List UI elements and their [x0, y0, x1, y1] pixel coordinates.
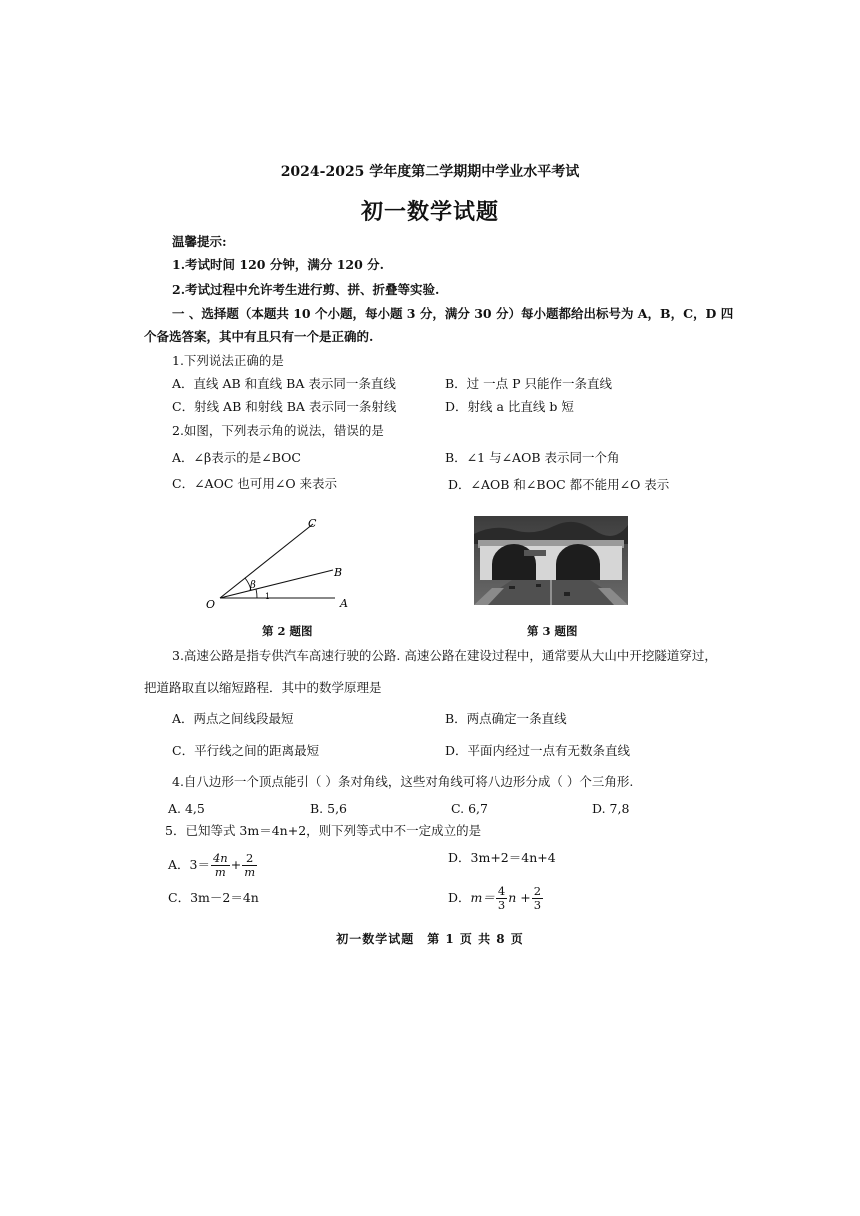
q5-option-a: A．3＝ $\frac{4n}{m}$ + $\frac{2}{m}$ [168, 851, 256, 879]
q5-option-d-label: D． [448, 890, 471, 905]
q4-option-c: C. 6,7 [451, 801, 488, 816]
angle-diagram [195, 510, 370, 620]
q2-option-d: D．∠AOB 和∠BOC 都不能用∠O 表示 [448, 477, 670, 492]
label-a: A [340, 597, 348, 610]
q5-option-a-lhs: 3＝ [189, 857, 210, 872]
q4-option-b: B. 5,6 [310, 801, 348, 816]
q3-stem-line1: 3.高速公路是指专供汽车高速行驶的公路. 高速公路在建设过程中，通常要从大山中开挖隧道穿过， [172, 648, 717, 663]
page-footer: 初一数学试题 第 1 页 共 8 页 [336, 932, 524, 946]
q5-option-b: D．3m+2＝4n+4 [448, 850, 556, 865]
section1-line1: 一 、选择题（本题共 10 个小题，每小题 3 分，满分 30 分）每小题都给出标号为 A，B，C，D 四 [172, 306, 734, 321]
figure3-caption: 第 3 题图 [527, 624, 578, 638]
q5-d-fraction-1: $\frac{4}{3}$ [497, 884, 506, 912]
q4-option-d: D. 7,8 [592, 801, 630, 816]
figure2-caption: 第 2 题图 [262, 624, 313, 638]
q4-stem: 4.自八边形一个顶点能引（ ）条对角线，这些对角线可将八边形分成（ ）个三角形. [172, 774, 634, 789]
q5-option-a-label: A． [168, 857, 190, 872]
label-beta: β [250, 580, 256, 591]
q5-a-fraction-1: $\frac{4n}{m}$ [212, 851, 228, 879]
q5-a-fraction-2: $\frac{2}{m}$ [244, 851, 256, 879]
tip-item-1: 1.考试时间 120 分钟，满分 120 分. [172, 257, 384, 272]
tip-item-2: 2.考试过程中允许考生进行剪、拼、折叠等实验. [172, 282, 440, 297]
label-o: O [206, 598, 216, 611]
q2-option-c: C．∠AOC 也可用∠O 来表示 [172, 476, 338, 491]
q3-option-a: A．两点之间线段最短 [172, 711, 294, 726]
q1-option-c: C．射线 AB 和射线 BA 表示同一条射线 [172, 399, 397, 414]
exam-title: 2024-2025 学年度第二学期期中学业水平考试 [280, 164, 580, 180]
exam-subtitle: 初一数学试题 [360, 199, 499, 225]
q5-option-d-lhs: m＝ [470, 890, 495, 905]
q5-option-d: D．m＝ $\frac{4}{3}$ n + $\frac{2}{3}$ [448, 884, 542, 912]
q1-option-d: D．射线 a 比直线 b 短 [445, 399, 574, 414]
angle-1-arc [256, 589, 257, 598]
q3-option-b: B．两点确定一条直线 [445, 711, 567, 726]
tunnel-photo [474, 516, 628, 605]
q5-d-fraction-2: $\frac{2}{3}$ [533, 884, 542, 912]
q3-option-c: C．平行线之间的距离最短 [172, 743, 320, 758]
q2-stem: 2.如图，下列表示角的说法，错误的是 [172, 423, 384, 438]
q1-stem: 1.下列说法正确的是 [172, 353, 284, 368]
q2-option-a: A．∠β表示的是∠BOC [172, 450, 301, 465]
tips-heading: 温馨提示: [172, 234, 227, 249]
q4-option-a: A. 4,5 [168, 801, 205, 816]
q2-option-b: B．∠1 与∠AOB 表示同一个角 [445, 450, 620, 465]
q5-stem: 5．已知等式 3m＝4n+2，则下列等式中不一定成立的是 [165, 823, 482, 838]
q3-option-d: D．平面内经过一点有无数条直线 [445, 743, 631, 758]
section1-line2: 个备选答案，其中有且只有一个是正确的. [144, 329, 374, 344]
q3-stem-line2: 把道路取直以缩短路程．其中的数学原理是 [144, 680, 382, 695]
q5-option-c: C．3m－2＝4n [168, 890, 259, 905]
label-1: 1 [265, 592, 271, 601]
label-b: B [334, 566, 343, 579]
q1-option-a: A．直线 AB 和直线 BA 表示同一条直线 [172, 376, 396, 391]
q1-option-b: B．过 一点 P 只能作一条直线 [445, 376, 613, 391]
label-c: C [308, 517, 317, 530]
